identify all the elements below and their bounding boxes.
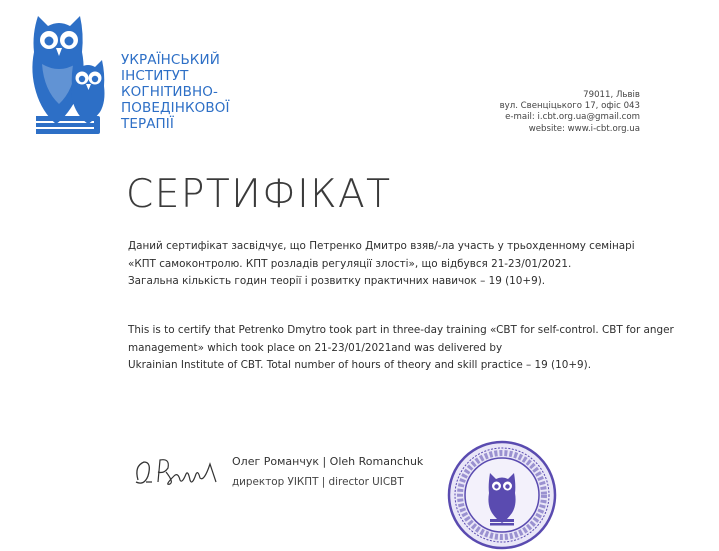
text-line-ua: Загальна кількість годин теорії і розвитку практичних навичок – 19 (10+9). [128, 275, 546, 288]
signer-name: Олег Романчук | Oleh Romanchuk [232, 455, 424, 468]
institute-name-line: ІНСТИТУТ [121, 68, 189, 84]
certificate-title: СЕРТИФІКАТ [126, 172, 392, 217]
contact-info [500, 90, 640, 135]
seal-stamp-icon [446, 439, 558, 551]
certificate-text-ua [128, 238, 688, 291]
signer-role: директор УІКПТ | director UICBT [232, 476, 404, 488]
certificate-text-en [128, 322, 688, 375]
text-line-en: Ukrainian Institute of CBT. Total number of hours of theory and skill practice – 19 (10+9). [128, 359, 591, 372]
text-line-ua: Даний сертифікат засвідчує, що Петренко Дмитро взяв/-ла участь у трьохденному семінарі [128, 240, 635, 252]
institute-name-line: КОГНІТИВНО- [121, 84, 218, 100]
text-line-en: management» which took place on 21-23/01/2021and was delivered by [128, 341, 503, 354]
contact-email[interactable]: e-mail: i.cbt.org.ua@gmail.com [505, 112, 640, 123]
signature-icon [130, 452, 222, 492]
institute-name-line: УКРАЇНСЬКИЙ [121, 52, 220, 68]
contact-city: 79011, Львів [583, 90, 640, 100]
institute-name-line: ТЕРАПІЇ [121, 116, 174, 132]
owl-logo-icon [24, 12, 119, 137]
institute-name [121, 52, 271, 132]
institute-name-line: ПОВЕДІНКОВОЇ [121, 100, 230, 116]
text-line-en: This is to certify that Petrenko Dmytro took part in three-day training «CBT for self-control. CBT for anger [128, 324, 674, 336]
contact-address: вул. Свенціцького 17, офіс 043 [499, 101, 640, 112]
text-line-ua: «КПТ самоконтролю. КПТ розладів регуляції злості», що відбувся 21-23/01/2021. [128, 257, 572, 270]
contact-website[interactable]: website: www.i-cbt.org.ua [528, 123, 640, 134]
